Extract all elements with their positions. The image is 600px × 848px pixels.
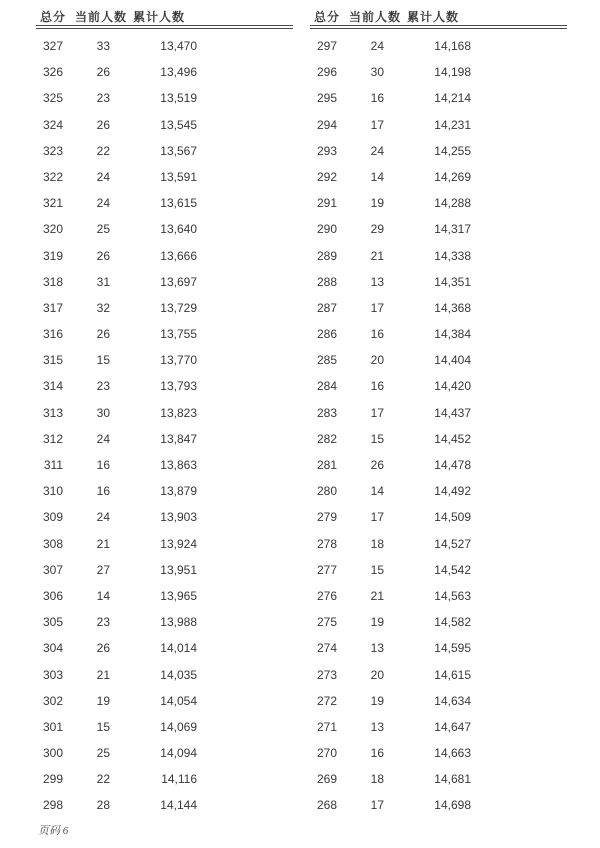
cumulative-count-cell: 14,094 [160, 746, 197, 761]
score-table-right [310, 10, 567, 819]
score-cell: 304 [42, 641, 63, 656]
cumulative-count-cell: 14,144 [160, 798, 197, 813]
cumulative-count-cell: 13,988 [160, 615, 197, 630]
page-number: 页码 6 [38, 824, 69, 837]
score-cell: 327 [42, 39, 63, 53]
cumulative-count-cell: 13,903 [160, 510, 197, 525]
current-count-cell: 26 [96, 65, 110, 80]
current-count-cell: 17 [370, 798, 384, 813]
cumulative-count-cell: 13,567 [160, 143, 197, 158]
score-cell: 323 [42, 143, 63, 158]
score-cell: 320 [42, 222, 63, 237]
cumulative-count-cell: 14,647 [434, 719, 471, 734]
score-cell: 309 [42, 510, 63, 525]
table-header-right [310, 10, 567, 24]
table-row [310, 216, 567, 242]
score-cell: 301 [42, 719, 63, 734]
score-cell: 296 [316, 65, 337, 80]
score-cell: 281 [316, 458, 337, 472]
table-row [36, 740, 293, 766]
cumulative-count-cell: 14,054 [160, 693, 197, 708]
table-row [310, 112, 567, 138]
score-cell: 269 [316, 772, 337, 787]
cumulative-count-cell: 13,666 [160, 248, 197, 263]
current-count-cell: 21 [96, 667, 110, 682]
score-cell: 308 [42, 536, 63, 551]
current-count-cell: 26 [96, 641, 110, 656]
current-count-cell: 13 [370, 719, 384, 734]
table-row [310, 295, 567, 321]
table-row [36, 766, 293, 792]
cumulative-count-cell: 14,437 [434, 405, 471, 420]
cumulative-count-cell: 14,035 [160, 667, 197, 682]
cumulative-count-cell: 13,755 [160, 327, 197, 342]
current-count-cell: 25 [96, 222, 110, 237]
table-row [310, 688, 567, 714]
cumulative-count-cell: 13,640 [160, 222, 197, 237]
table-row [310, 85, 567, 111]
current-count-cell: 33 [96, 39, 110, 53]
table-row [36, 164, 293, 190]
table-body [36, 33, 293, 819]
cumulative-count-cell: 13,545 [160, 117, 197, 132]
current-count-cell: 18 [370, 536, 384, 551]
table-row [36, 531, 293, 557]
cumulative-count-cell: 13,591 [160, 169, 197, 184]
score-cell: 290 [316, 222, 337, 237]
current-count-cell: 23 [96, 615, 110, 630]
current-count-cell: 26 [96, 327, 110, 342]
score-cell: 324 [42, 117, 63, 132]
table-row [36, 216, 293, 242]
table-row [310, 635, 567, 661]
cumulative-count-cell: 14,404 [434, 353, 471, 368]
table-row [36, 688, 293, 714]
cumulative-count-cell: 14,288 [434, 196, 471, 211]
score-cell: 276 [316, 588, 337, 603]
current-count-cell: 16 [370, 327, 384, 342]
cumulative-count-cell: 14,317 [434, 222, 471, 237]
table-row [36, 792, 293, 818]
table-row [36, 269, 293, 295]
table-row [310, 33, 567, 59]
current-count-cell: 27 [96, 562, 110, 577]
current-count-cell: 23 [96, 379, 110, 394]
table-row [310, 557, 567, 583]
cumulative-count-cell: 14,384 [434, 327, 471, 342]
cumulative-count-cell: 14,615 [434, 667, 471, 682]
cumulative-count-cell: 14,595 [434, 641, 471, 656]
table-row [310, 504, 567, 530]
header-divider [36, 25, 293, 29]
cumulative-count-cell: 14,269 [434, 169, 471, 184]
cumulative-count-cell: 14,014 [160, 641, 197, 656]
cumulative-count-cell: 14,698 [434, 798, 471, 813]
current-count-cell: 13 [370, 274, 384, 289]
table-row [36, 347, 293, 373]
score-cell: 292 [316, 169, 337, 184]
cumulative-count-cell: 14,542 [434, 562, 471, 577]
score-cell: 306 [42, 588, 63, 603]
table-row [310, 269, 567, 295]
current-count-cell: 19 [96, 693, 110, 708]
table-row [310, 347, 567, 373]
cumulative-count-cell: 13,697 [160, 274, 197, 289]
score-cell: 325 [42, 91, 63, 106]
current-count-cell: 32 [96, 300, 110, 315]
table-row [310, 740, 567, 766]
table-row [36, 557, 293, 583]
score-cell: 326 [42, 65, 63, 80]
cumulative-count-cell: 14,452 [434, 431, 471, 446]
score-cell: 299 [42, 772, 63, 787]
score-cell: 291 [316, 196, 337, 211]
table-row [310, 164, 567, 190]
cumulative-count-cell: 14,509 [434, 510, 471, 525]
tables-container [36, 10, 600, 819]
table-row [36, 112, 293, 138]
cumulative-count-cell: 14,351 [434, 274, 471, 289]
score-cell: 268 [316, 798, 337, 813]
table-row [36, 400, 293, 426]
score-cell: 316 [42, 327, 63, 342]
table-row [310, 714, 567, 740]
current-count-cell: 30 [96, 405, 110, 420]
current-count-cell: 29 [370, 222, 384, 237]
score-cell: 305 [42, 615, 63, 630]
col-header-cumulative-count: 累计人数 [133, 10, 186, 24]
table-row [36, 452, 293, 478]
score-cell: 277 [316, 562, 337, 577]
score-cell: 275 [316, 615, 337, 630]
score-cell: 303 [42, 667, 63, 682]
score-cell: 312 [42, 431, 63, 446]
current-count-cell: 15 [96, 719, 110, 734]
score-cell: 313 [42, 405, 63, 420]
score-cell: 288 [316, 274, 337, 289]
score-cell: 317 [42, 300, 63, 315]
score-cell: 297 [316, 39, 337, 53]
current-count-cell: 20 [370, 667, 384, 682]
score-cell: 270 [316, 746, 337, 761]
score-cell: 298 [42, 798, 63, 813]
col-header-cumulative-count: 累计人数 [407, 10, 460, 24]
cumulative-count-cell: 13,965 [160, 588, 197, 603]
current-count-cell: 20 [370, 353, 384, 368]
score-cell: 294 [316, 117, 337, 132]
table-row [36, 138, 293, 164]
table-row [36, 426, 293, 452]
current-count-cell: 17 [370, 300, 384, 315]
current-count-cell: 15 [370, 562, 384, 577]
score-cell: 318 [42, 274, 63, 289]
cumulative-count-cell: 13,879 [160, 484, 197, 499]
current-count-cell: 24 [96, 510, 110, 525]
current-count-cell: 23 [96, 91, 110, 106]
table-row [36, 85, 293, 111]
score-cell: 311 [43, 458, 63, 472]
current-count-cell: 24 [370, 143, 384, 158]
current-count-cell: 22 [96, 143, 110, 158]
score-cell: 300 [42, 746, 63, 761]
current-count-cell: 16 [370, 746, 384, 761]
current-count-cell: 16 [370, 379, 384, 394]
cumulative-count-cell: 13,770 [160, 353, 197, 368]
table-row [310, 478, 567, 504]
current-count-cell: 15 [370, 431, 384, 446]
score-cell: 295 [316, 91, 337, 106]
col-header-score: 总分 [40, 10, 67, 24]
current-count-cell: 21 [370, 248, 384, 263]
current-count-cell: 18 [370, 772, 384, 787]
score-cell: 286 [316, 327, 337, 342]
cumulative-count-cell: 14,198 [434, 65, 471, 80]
score-cell: 282 [316, 431, 337, 446]
table-row [36, 635, 293, 661]
current-count-cell: 21 [96, 536, 110, 551]
table-row [310, 373, 567, 399]
score-cell: 283 [316, 405, 337, 420]
current-count-cell: 15 [96, 353, 110, 368]
table-row [36, 243, 293, 269]
current-count-cell: 17 [370, 510, 384, 525]
cumulative-count-cell: 14,681 [434, 772, 471, 787]
table-row [36, 583, 293, 609]
current-count-cell: 17 [370, 117, 384, 132]
table-row [36, 321, 293, 347]
table-row [36, 714, 293, 740]
current-count-cell: 30 [370, 65, 384, 80]
table-row [310, 190, 567, 216]
current-count-cell: 25 [96, 746, 110, 761]
score-table-left [36, 10, 293, 819]
table-row [310, 766, 567, 792]
score-cell: 285 [316, 353, 337, 368]
score-cell: 272 [316, 693, 337, 708]
current-count-cell: 14 [370, 484, 384, 499]
score-cell: 284 [316, 379, 337, 394]
cumulative-count-cell: 13,924 [160, 536, 197, 551]
current-count-cell: 22 [96, 772, 110, 787]
current-count-cell: 31 [96, 274, 110, 289]
table-row [36, 478, 293, 504]
table-row [36, 190, 293, 216]
cumulative-count-cell: 14,168 [434, 39, 471, 53]
cumulative-count-cell: 13,615 [160, 196, 197, 211]
table-row [310, 400, 567, 426]
cumulative-count-cell: 13,519 [160, 91, 197, 106]
current-count-cell: 24 [96, 169, 110, 184]
score-cell: 271 [316, 719, 337, 734]
score-cell: 280 [316, 484, 337, 499]
current-count-cell: 26 [96, 248, 110, 263]
score-cell: 319 [42, 248, 63, 263]
current-count-cell: 24 [96, 431, 110, 446]
cumulative-count-cell: 14,634 [434, 693, 471, 708]
score-cell: 274 [316, 641, 337, 656]
score-cell: 289 [316, 248, 337, 263]
cumulative-count-cell: 14,116 [161, 772, 197, 787]
cumulative-count-cell: 13,496 [160, 65, 197, 80]
cumulative-count-cell: 14,420 [434, 379, 471, 394]
current-count-cell: 14 [96, 588, 110, 603]
table-row [310, 609, 567, 635]
cumulative-count-cell: 13,793 [160, 379, 197, 394]
table-row [310, 138, 567, 164]
cumulative-count-cell: 14,492 [434, 484, 471, 499]
table-row [36, 33, 293, 59]
table-row [310, 59, 567, 85]
score-cell: 322 [42, 169, 63, 184]
score-cell: 315 [42, 353, 63, 368]
table-header-left [36, 10, 293, 24]
score-cell: 310 [42, 484, 63, 499]
score-cell: 279 [316, 510, 337, 525]
cumulative-count-cell: 14,255 [434, 143, 471, 158]
cumulative-count-cell: 14,563 [434, 588, 471, 603]
cumulative-count-cell: 13,951 [160, 562, 197, 577]
cumulative-count-cell: 14,527 [434, 536, 471, 551]
score-cell: 287 [316, 300, 337, 315]
cumulative-count-cell: 14,478 [434, 458, 471, 472]
current-count-cell: 16 [370, 91, 384, 106]
table-row [36, 504, 293, 530]
cumulative-count-cell: 14,338 [434, 248, 471, 263]
cumulative-count-cell: 14,368 [434, 300, 471, 315]
current-count-cell: 13 [370, 641, 384, 656]
current-count-cell: 24 [370, 39, 384, 53]
current-count-cell: 21 [370, 588, 384, 603]
current-count-cell: 26 [370, 458, 384, 472]
cumulative-count-cell: 13,729 [160, 300, 197, 315]
cumulative-count-cell: 14,663 [434, 746, 471, 761]
current-count-cell: 16 [96, 458, 110, 472]
score-cell: 302 [42, 693, 63, 708]
cumulative-count-cell: 14,582 [434, 615, 471, 630]
cumulative-count-cell: 13,470 [160, 39, 197, 53]
score-cell: 307 [42, 562, 63, 577]
current-count-cell: 19 [370, 196, 384, 211]
table-row [36, 59, 293, 85]
cumulative-count-cell: 14,214 [434, 91, 471, 106]
current-count-cell: 14 [370, 169, 384, 184]
current-count-cell: 17 [370, 405, 384, 420]
table-row [310, 531, 567, 557]
table-row [310, 452, 567, 478]
cumulative-count-cell: 14,231 [434, 117, 471, 132]
header-divider [310, 25, 567, 29]
table-row [36, 295, 293, 321]
col-header-score: 总分 [314, 10, 341, 24]
current-count-cell: 19 [370, 615, 384, 630]
table-row [310, 243, 567, 269]
table-row [310, 321, 567, 347]
score-cell: 293 [316, 143, 337, 158]
table-row [36, 609, 293, 635]
cumulative-count-cell: 13,847 [160, 431, 197, 446]
table-row [310, 583, 567, 609]
col-header-current-count: 当前人数 [75, 10, 128, 24]
score-cell: 314 [42, 379, 63, 394]
cumulative-count-cell: 14,069 [160, 719, 197, 734]
table-body [310, 33, 567, 819]
table-row [310, 426, 567, 452]
cumulative-count-cell: 13,863 [160, 458, 197, 472]
score-cell: 278 [316, 536, 337, 551]
current-count-cell: 19 [370, 693, 384, 708]
table-row [36, 662, 293, 688]
current-count-cell: 16 [96, 484, 110, 499]
table-row [310, 662, 567, 688]
table-row [36, 373, 293, 399]
table-row [310, 792, 567, 818]
score-cell: 273 [316, 667, 337, 682]
cumulative-count-cell: 13,823 [160, 405, 197, 420]
score-cell: 321 [42, 196, 63, 211]
current-count-cell: 28 [96, 798, 110, 813]
current-count-cell: 26 [96, 117, 110, 132]
col-header-current-count: 当前人数 [349, 10, 402, 24]
current-count-cell: 24 [96, 196, 110, 211]
